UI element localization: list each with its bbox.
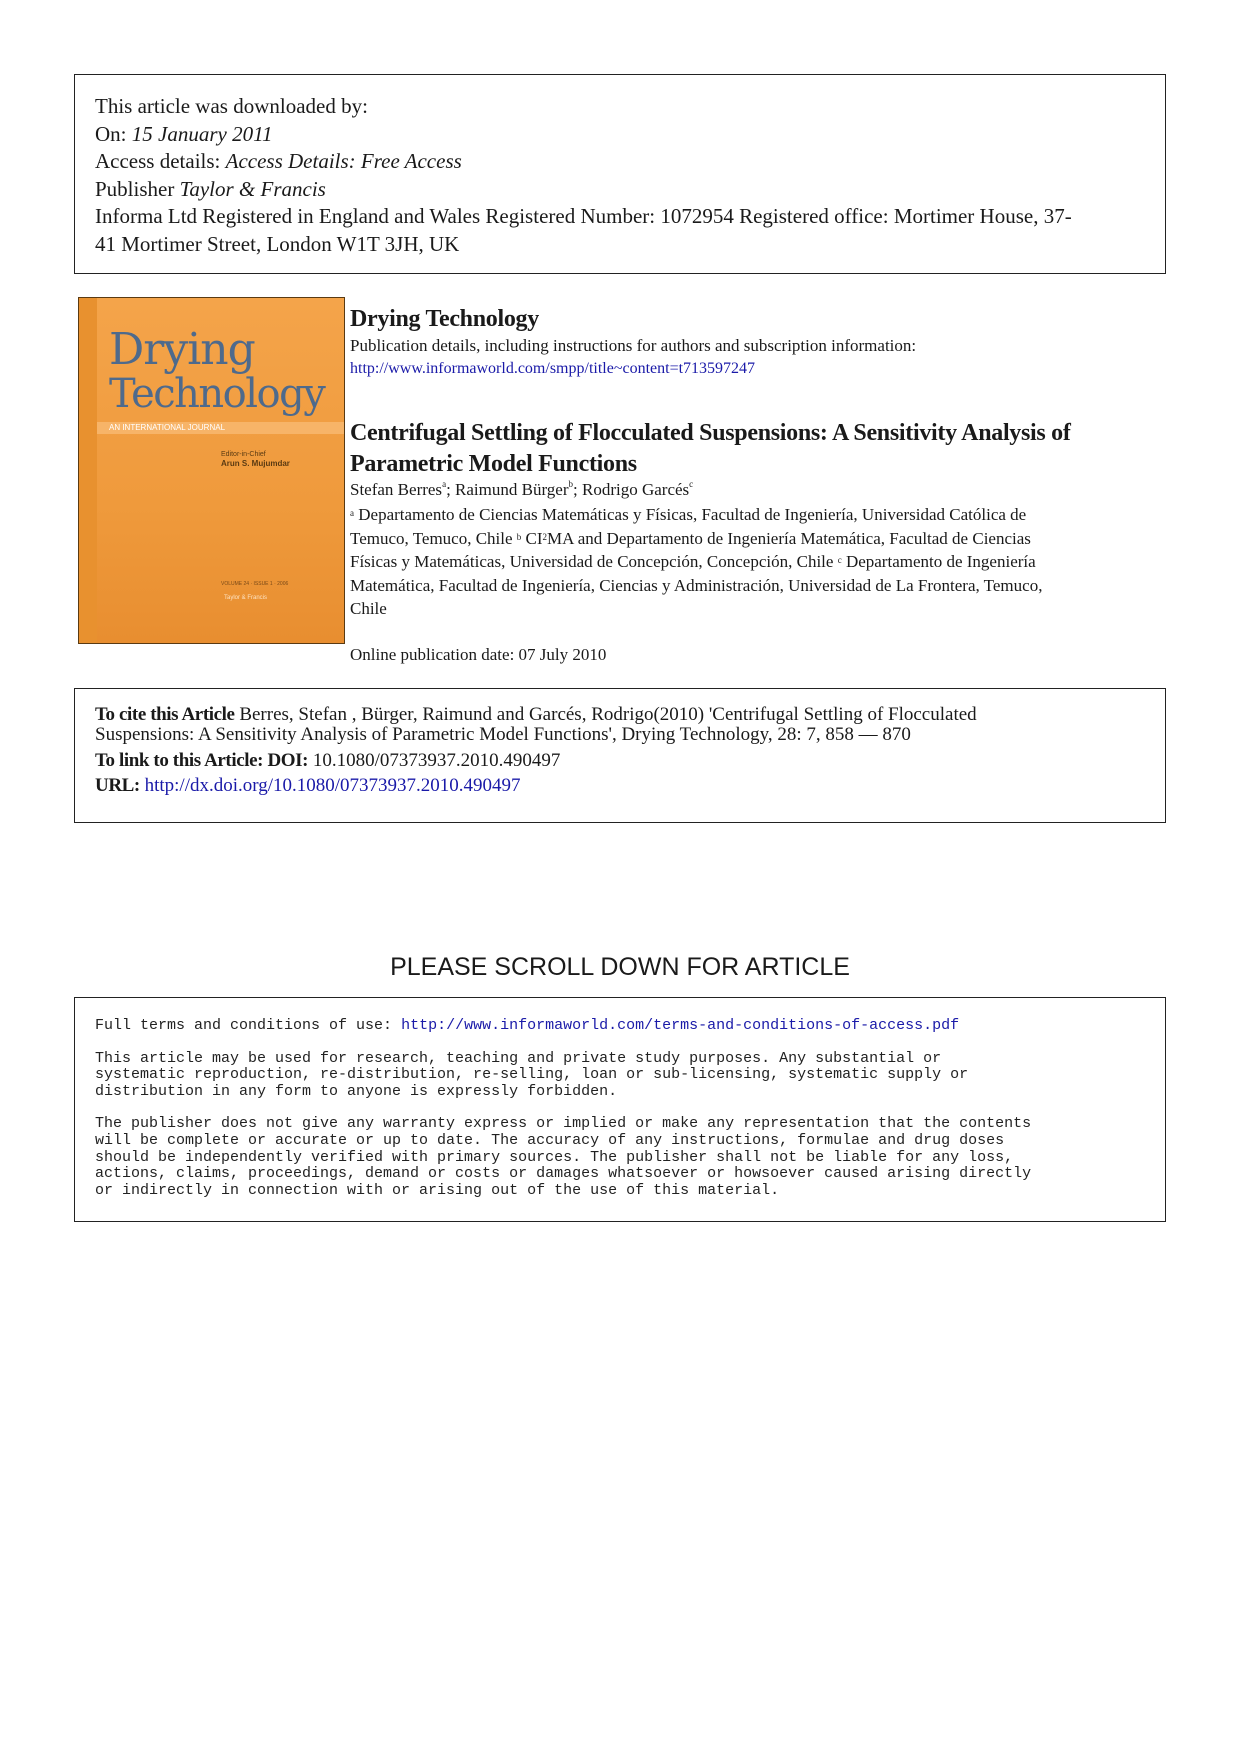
superscript: 2 [542,531,548,542]
affiliation-text: Departamento de Ingeniería [841,552,1036,571]
author-affiliation-mark: c [689,479,694,489]
terms-label: Full terms and conditions of use: [95,1017,402,1034]
download-heading: This article was downloaded by: [95,94,368,118]
cite-text-line2: Suspensions: A Sensitivity Analysis of Parametric Model Functions', Drying Technology, 28: 7, 858 — 870 [95,724,911,745]
journal-title: Drying Technology [350,306,539,332]
url-label: URL: [95,775,140,796]
cite-label: To cite this Article [95,704,235,725]
informa-registration-line1: Informa Ltd Registered in England and Wales Registered Number: 1072954 Registered office: Mortimer House, 37- [95,204,1072,228]
download-date-value: 15 January 2011 [131,121,273,146]
citation-box [74,688,1166,823]
doi-row [95,751,560,771]
publication-details: Publication details, including instructions for authors and subscription information: [350,336,917,355]
cover-editor-label: Editor-in-Chief [221,451,266,458]
publisher-label: Publisher [95,176,175,201]
cover-publisher-logo: Taylor & Francis [224,595,268,601]
download-info-box [74,74,1166,274]
url-row [95,776,521,796]
cite-row [95,705,977,725]
online-publication-date: Online publication date: 07 July 2010 [350,645,607,664]
access-details-row [95,148,1145,176]
terms-url-link[interactable]: http://www.informaworld.com/terms-and-conditions-of-access.pdf [401,1017,960,1034]
journal-url-link[interactable]: http://www.informaworld.com/smpp/title~content=t713597247 [350,360,756,377]
affiliation-text: Temuco, Temuco, Chile [350,528,517,548]
doi-value: 10.1080/07373937.2010.490497 [308,750,561,771]
terms-box [74,997,1166,1222]
author-name: Stefan Berres [350,480,443,499]
terms-paragraph-disclaimer: The publisher does not give any warranty express or implied or make any representation that the contents will be complete or accurate or up to date. The accuracy of any instructions, formulae and drug doses should be independently verified with primary sources. The publisher shall not be liable for any loss, actions, claims, proceedings, demand or costs or damages whatsoever or howsoever caused arising directly or indirectly in connection with or arising out of the use of this material. [95,1115,1032,1199]
affiliation-text: Departamento de Ciencias Matemáticas y Físicas, Facultad de Ingeniería, Universidad Católica de [354,505,1027,524]
article-title [350,418,1160,480]
affiliation-mark: a [350,508,354,518]
author-affiliation-mark: a [442,479,447,489]
journal-cover-image [78,297,345,644]
cover-editor [221,450,290,469]
publisher-row [95,176,1145,204]
author-name: ; Rodrigo Garcés [573,480,690,499]
access-details-value: Access Details: Free Access [225,149,462,173]
cover-volume: VOLUME 24 · ISSUE 1 · 2006 [221,581,289,587]
article-title-line1: Centrifugal Settling of Flocculated Suspensions: A Sensitivity Analysis of [350,420,1071,446]
author-name: ; Raimund Bürger [446,480,569,499]
author-affiliation-mark: b [568,479,574,489]
publisher-value: Taylor & Francis [179,176,326,201]
cover-title-line2: Technology [109,371,325,417]
affiliation-text: CI [521,528,543,548]
affiliation-mark: b [516,531,522,542]
affiliation-line [350,550,1160,574]
affiliation-line: Matemática, Facultad de Ingeniería, Ciencias y Administración, Universidad de La Frontera, Temuco, [350,575,1043,595]
affiliation-line [350,503,1160,527]
affiliation-mark: c [837,555,842,565]
author-list [350,480,1160,500]
affiliation-line [350,527,1160,551]
cover-subtitle: AN INTERNATIONAL JOURNAL [97,422,345,434]
download-date-label: On: [95,121,127,146]
affiliations [350,503,1160,621]
article-title-line2: Parametric Model Functions [350,451,637,477]
cite-text: Berres, Stefan , Bürger, Raimund and Garcés, Rodrigo(2010) 'Centrifugal Settling of Flocculated [234,704,977,725]
doi-url-link[interactable]: http://dx.doi.org/10.1080/07373937.2010.490497 [144,775,521,796]
scroll-notice: PLEASE SCROLL DOWN FOR ARTICLE [390,953,850,981]
terms-paragraph-usage: This article may be used for research, teaching and private study purposes. Any substantial or systematic reproduction, re-distribution, re-selling, loan or sub-licensing, systematic supply or distribution in any form to anyone is expressly forbidden. [95,1049,969,1100]
cover-stripe [79,298,97,643]
informa-registration-line2: 41 Mortimer Street, London W1T 3JH, UK [95,231,460,256]
download-date-row [95,121,1145,149]
doi-label: To link to this Article: DOI: [95,750,309,771]
affiliation-text: Físicas y Matemáticas, Universidad de Concepción, Concepción, Chile [350,552,838,571]
cover-title-line1: Drying [109,324,255,375]
access-details-label: Access details: [95,149,221,173]
affiliation-text: MA and Departamento de Ingeniería Matemática, Facultad de Ciencias [547,528,1031,548]
cover-editor-name: Arun S. Mujumdar [221,459,290,468]
terms-url-row [95,1018,1145,1035]
affiliation-line: Chile [350,599,387,618]
